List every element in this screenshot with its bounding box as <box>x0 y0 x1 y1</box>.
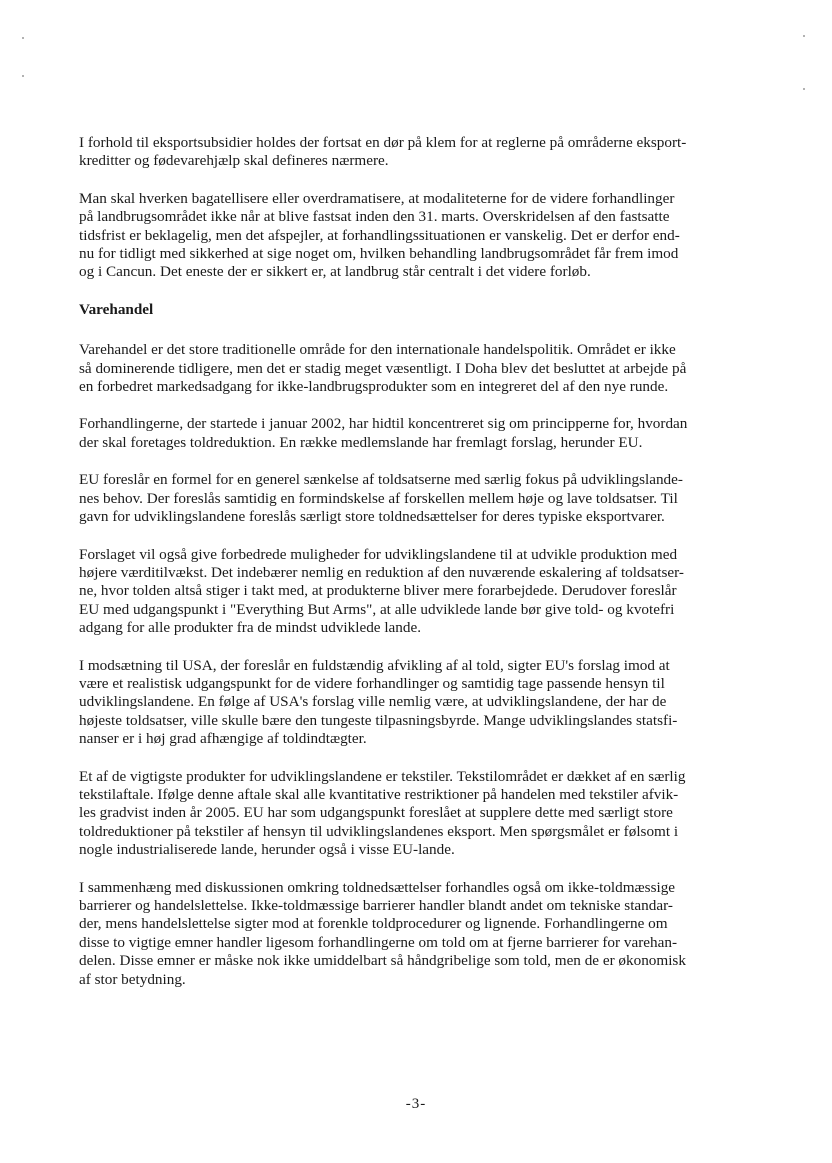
text-line: nanser er i høj grad afhængige af toldindtægter. <box>79 730 367 748</box>
text-line: Varehandel er det store traditionelle område for den internationale handelspolitik. Området er ikke <box>79 341 676 359</box>
text-line: I sammenhæng med diskussionen omkring toldnedsættelser forhandles også om ikke-toldmæssige <box>79 878 676 896</box>
text-line: af stor betydning. <box>79 970 186 988</box>
text-line: så dominerende tidligere, men det er stadig meget væsentligt. I Doha blev det besluttet at arbejde på <box>79 359 687 377</box>
scan-speck <box>803 88 805 90</box>
section-heading: Varehandel <box>79 300 154 318</box>
text-line: barrierer og handelslettelse. Ikke-toldmæssige barrierer handler blandt andet om tekniske standar- <box>79 897 673 914</box>
text-line: Forslaget vil også give forbedrede muligheder for udviklingslandene til at udvikle produktion med <box>79 545 678 563</box>
text-line: højere værditilvækst. Det indebærer nemlig en reduktion af den nuværende eskalering af toldsatser- <box>79 563 684 581</box>
text-line: ne, hvor tolden altså stiger i takt med, at produkterne bliver mere forarbejdede. Derudover foreslår <box>79 582 677 600</box>
text-line: les gradvist inden år 2005. EU har som udgangspunkt foreslået at supplere dette med særligt store <box>79 804 673 822</box>
text-line: nu for tidligt med sikkerhed at sige noget om, hvilken behandling landbrugsområdet får frem imod <box>79 245 679 263</box>
paragraph <box>79 471 751 526</box>
text-line: tekstilaftale. Ifølge denne aftale skal alle kvantitative restriktioner på handelen med tekstiler afvik- <box>79 785 679 803</box>
text-line: udviklingslandene. En følge af USA's forslag ville nemlig være, at udviklingslandene, der har de <box>79 693 667 711</box>
text-line: disse to vigtige emner handler ligesom forhandlingerne om told om at fjerne barrierer for varehan- <box>79 933 678 951</box>
text-line: der, mens handelslettelse sigter mod at forenkle toldprocedurer og lignende. Forhandlingerne om <box>79 915 668 933</box>
paragraph <box>79 768 751 860</box>
scan-speck <box>803 35 805 37</box>
text-line: gavn for udviklingslandene foreslås særligt store toldnedsættelser for deres typiske eksportvarer. <box>79 508 665 526</box>
text-line: en forbedret markedsadgang for ikke-landbrugsprodukter som en integreret del af den nye runde. <box>79 378 669 396</box>
text-line: højeste toldsatser, ville skulle bære den tungeste tilpasningsbyrde. Mange udviklingslandes statsfi- <box>79 711 678 729</box>
text-line: være et realistisk udgangspunkt for de videre forhandlinger og samtidig tage passende hensyn til <box>79 674 665 692</box>
text-line: kreditter og fødevarehjælp skal defineres nærmere. <box>79 152 389 170</box>
text-line: der skal foretages toldreduktion. En række medlemslande har fremlagt forslag, herunder EU. <box>79 433 643 451</box>
text-line: EU med udgangspunkt i "Everything But Arms", at alle udviklede lande bør give told- og kvotefri <box>79 600 675 618</box>
text-line: tidsfrist er beklagelig, men det afspejler, at forhandlingssituationen er vanskelig. Det er derfor end- <box>79 226 680 244</box>
paragraph <box>79 546 751 638</box>
text-line: Et af de vigtigste produkter for udviklingslandene er tekstiler. Tekstilområdet er dækket af en særlig <box>79 767 686 785</box>
text-line: adgang for alle produkter fra de mindst udviklede lande. <box>79 619 422 637</box>
text-line: og i Cancun. Det eneste der er sikkert er, at landbrug står centralt i det videre forløb. <box>79 263 591 281</box>
paragraph <box>79 190 751 282</box>
scan-speck <box>22 75 24 77</box>
text-line: på landbrugsområdet ikke når at blive fastsat inden den 31. marts. Overskridelsen af den fastsatte <box>79 208 670 226</box>
paragraph <box>79 879 751 989</box>
text-line: EU foreslår en formel for en generel sænkelse af toldsatserne med særlig fokus på udviklingslande- <box>79 471 683 489</box>
scan-speck <box>22 37 24 39</box>
text-line: nogle industrialiserede lande, herunder også i visse EU-lande. <box>79 841 455 859</box>
text-line: toldreduktioner på tekstiler af hensyn til udviklingslandenes eksport. Men spørgsmålet er følsomt i <box>79 822 679 840</box>
paragraph <box>79 657 751 749</box>
text-line: Forhandlingerne, der startede i januar 2002, har hidtil koncentreret sig om principperne for, hvordan <box>79 415 688 433</box>
page-number: -3- <box>405 1096 427 1112</box>
text-line: I forhold til eksportsubsidier holdes der fortsat en dør på klem for at reglerne på områderne eksport- <box>79 134 687 151</box>
paragraph <box>79 415 751 452</box>
text-line: I modsætning til USA, der foreslår en fuldstændig afvikling af al told, sigter EU's forslag imod at <box>79 656 670 674</box>
document-page <box>79 134 751 1008</box>
paragraph <box>79 341 751 396</box>
paragraph <box>79 134 751 171</box>
text-line: Man skal hverken bagatellisere eller overdramatisere, at modaliteterne for de videre forhandlinger <box>79 189 675 207</box>
text-line: nes behov. Der foreslås samtidig en formindskelse af forskellen mellem høje og lave toldsatser. Til <box>79 489 678 507</box>
text-line: delen. Disse emner er måske nok ikke umiddelbart så håndgribelige som told, men de er økonomisk <box>79 952 686 970</box>
